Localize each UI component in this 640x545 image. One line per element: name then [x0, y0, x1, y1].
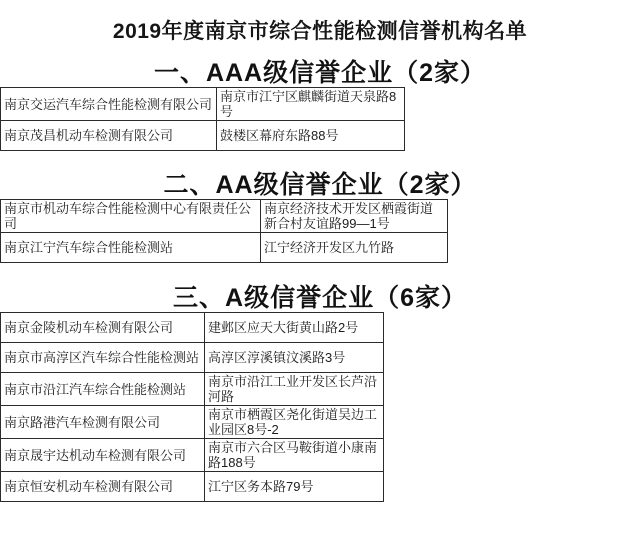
company-name-cell: 南京恒安机动车检测有限公司 [1, 472, 205, 502]
table-aa-enterprises [0, 199, 448, 263]
company-address-cell: 南京市沿江工业开发区长芦沿河路 [205, 373, 384, 406]
table-aaa-body [1, 88, 405, 151]
table-aaa-enterprises [0, 87, 405, 151]
company-name-cell: 南京江宁汽车综合性能检测站 [1, 233, 261, 263]
company-name-cell: 南京茂昌机动车检测有限公司 [1, 121, 217, 151]
company-name-cell: 南京市沿江汽车综合性能检测站 [1, 373, 205, 406]
section-heading-aa: 二、AA级信誉企业（2家） [163, 171, 477, 199]
table-row [1, 373, 384, 406]
table-row [1, 233, 448, 263]
table-a-body [1, 313, 384, 502]
company-address-cell: 南京市六合区马鞍街道小康南路188号 [205, 439, 384, 472]
company-name-cell: 南京路港汽车检测有限公司 [1, 406, 205, 439]
table-aa-body [1, 200, 448, 263]
section-heading-aaa: 一、AAA级信誉企业（2家） [153, 59, 487, 87]
table-row [1, 439, 384, 472]
company-address-cell: 鼓楼区幕府东路88号 [217, 121, 405, 151]
company-name-cell: 南京市机动车综合性能检测中心有限责任公司 [1, 200, 261, 233]
company-address-cell: 江宁经济开发区九竹路 [261, 233, 448, 263]
table-row [1, 200, 448, 233]
table-row [1, 121, 405, 151]
company-address-cell: 高淳区淳溪镇汶溪路3号 [205, 343, 384, 373]
company-address-cell: 南京经济技术开发区栖霞街道新合村友谊路99—1号 [261, 200, 448, 233]
company-address-cell: 建邺区应天大街黄山路2号 [205, 313, 384, 343]
document-title: 2019年度南京市综合性能检测信誉机构名单 [112, 20, 528, 43]
table-row [1, 313, 384, 343]
table-row [1, 406, 384, 439]
table-a-enterprises [0, 312, 384, 502]
table-row [1, 88, 405, 121]
company-address-cell: 江宁区务本路79号 [205, 472, 384, 502]
company-name-cell: 南京晟宇达机动车检测有限公司 [1, 439, 205, 472]
company-name-cell: 南京市高淳区汽车综合性能检测站 [1, 343, 205, 373]
company-name-cell: 南京金陵机动车检测有限公司 [1, 313, 205, 343]
table-row [1, 343, 384, 373]
table-row [1, 472, 384, 502]
section-heading-a: 三、A级信誉企业（6家） [173, 284, 467, 312]
company-name-cell: 南京交运汽车综合性能检测有限公司 [1, 88, 217, 121]
company-address-cell: 南京市江宁区麒麟街道天泉路8号 [217, 88, 405, 121]
company-address-cell: 南京市栖霞区尧化街道吴边工业园区8号-2 [205, 406, 384, 439]
